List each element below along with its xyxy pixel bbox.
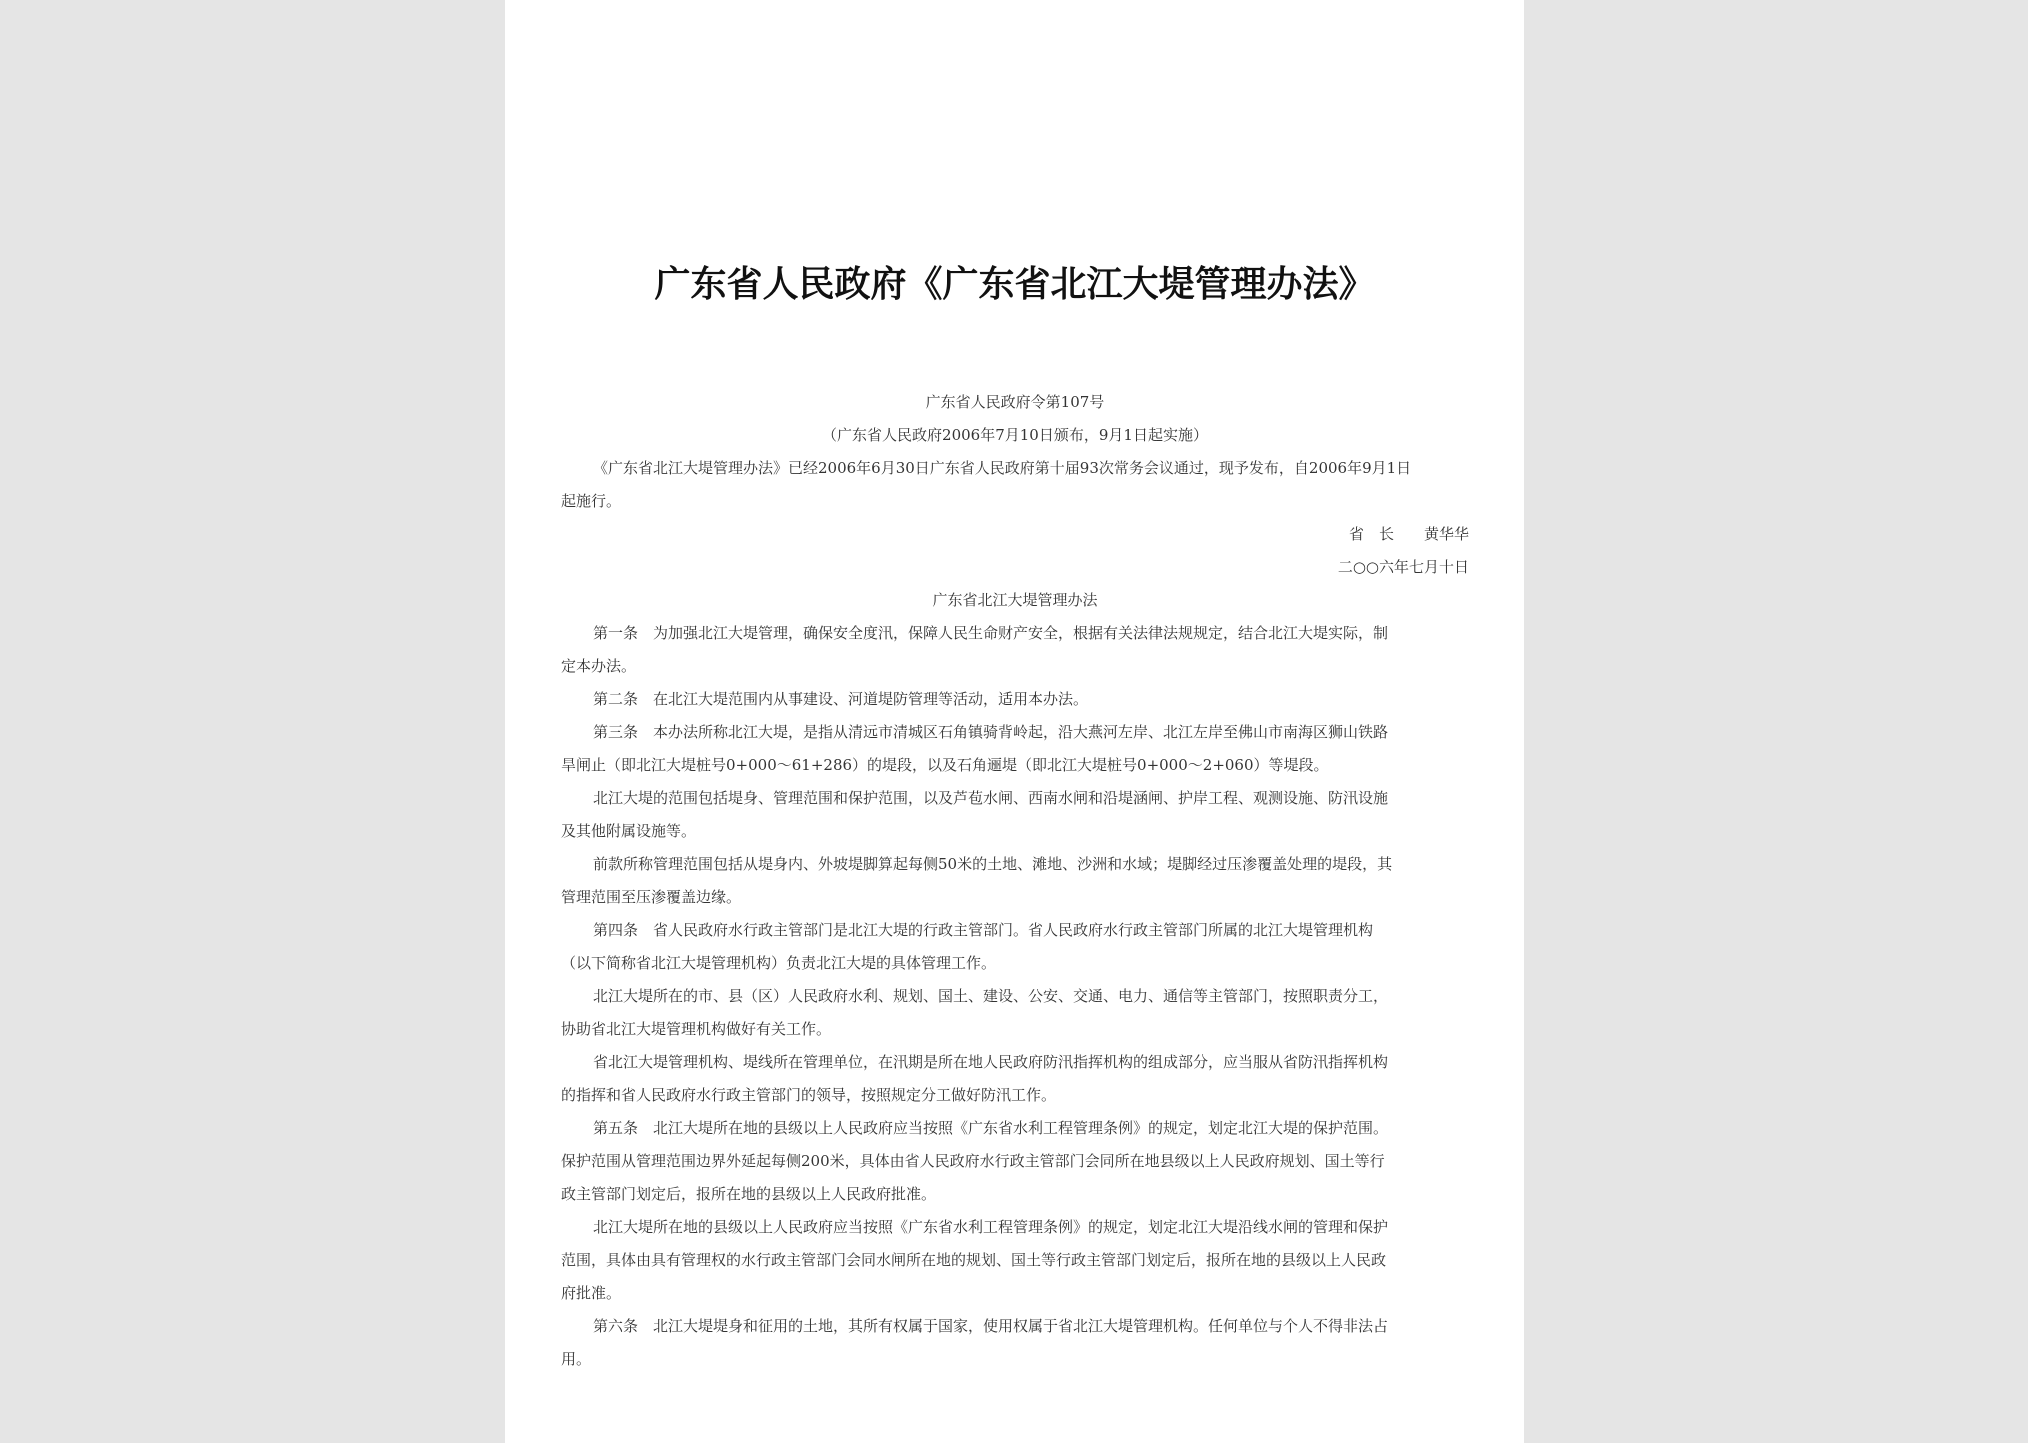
preamble-line: 起施行。 [561, 492, 622, 510]
document-body [561, 386, 1469, 1376]
promulgation-note: （广东省人民政府2006年7月10日颁布，9月1日起实施） [822, 426, 1208, 444]
article-paragraph [561, 848, 1469, 914]
article-line: 政主管部门划定后，报所在地的县级以上人民政府批准。 [561, 1185, 937, 1203]
document-title: 广东省人民政府《广东省北江大堤管理办法》 [654, 264, 1375, 305]
article-line: 府批准。 [561, 1284, 622, 1302]
article-line: 保护范围从管理范围边界外延起每侧200米，具体由省人民政府水行政主管部门会同所在地县级以上人民政府规划、国土等行 [561, 1152, 1385, 1170]
article-line: 及其他附属设施等。 [561, 822, 697, 840]
article-paragraph [561, 617, 1469, 683]
article-line: 协助省北江大堤管理机构做好有关工作。 [561, 1020, 832, 1038]
article-line: 旱闸止（即北江大堤桩号0+000～61+286）的堤段，以及石角逦堤（即北江大堤桩号0+000～2+060）等堤段。 [561, 756, 1329, 774]
article-line: 北江大堤的范围包括堤身、管理范围和保护范围，以及芦苞水闸、西南水闸和沿堤涵闸、护岸工程、观测设施、防汛设施 [593, 789, 1389, 807]
article-paragraph [561, 1211, 1469, 1310]
order-number: 广东省人民政府令第107号 [925, 393, 1105, 411]
article-line: 范围，具体由具有管理权的水行政主管部门会同水闸所在地的规划、国土等行政主管部门划定后，报所在地的县级以上人民政 [561, 1251, 1387, 1269]
article-line: 省北江大堤管理机构、堤线所在管理单位，在汛期是所在地人民政府防汛指挥机构的组成部分，应当服从省防汛指挥机构 [593, 1053, 1389, 1071]
article-line: 第六条 北江大堤堤身和征用的土地，其所有权属于国家，使用权属于省北江大堤管理机构。任何单位与个人不得非法占 [593, 1317, 1389, 1335]
article-line: 前款所称管理范围包括从堤身内、外坡堤脚算起每侧50米的土地、滩地、沙洲和水域；堤脚经过压渗覆盖处理的堤段，其 [593, 855, 1393, 873]
article-line: 的指挥和省人民政府水行政主管部门的领导，按照规定分工做好防汛工作。 [561, 1086, 1057, 1104]
signature-date: 二○○六年七月十日 [1337, 558, 1469, 576]
article-paragraph [561, 914, 1469, 980]
article-line: 第五条 北江大堤所在地的县级以上人民政府应当按照《广东省水利工程管理条例》的规定，划定北江大堤的保护范围。 [593, 1119, 1389, 1137]
article-line: 第一条 为加强北江大堤管理，确保安全度汛，保障人民生命财产安全，根据有关法律法规规定，结合北江大堤实际，制 [593, 624, 1389, 642]
preamble-line: 《广东省北江大堤管理办法》已经2006年6月30日广东省人民政府第十届93次常务会议通过，现予发布，自2006年9月1日 [593, 459, 1412, 477]
article-paragraph [561, 716, 1469, 782]
article-line: 第四条 省人民政府水行政主管部门是北江大堤的行政主管部门。省人民政府水行政主管部门所属的北江大堤管理机构 [593, 921, 1374, 939]
article-paragraph [561, 782, 1469, 848]
article-line: 第二条 在北江大堤范围内从事建设、河道堤防管理等活动，适用本办法。 [593, 690, 1089, 708]
article-paragraph [561, 980, 1469, 1046]
article-line: 第三条 本办法所称北江大堤，是指从清远市清城区石角镇骑背岭起，沿大燕河左岸、北江左岸至佛山市南海区狮山铁路 [593, 723, 1389, 741]
signatory: 省 长 黄华华 [1348, 525, 1469, 543]
article-line: 北江大堤所在地的县级以上人民政府应当按照《广东省水利工程管理条例》的规定，划定北江大堤沿线水闸的管理和保护 [593, 1218, 1389, 1236]
articles-list [561, 617, 1469, 1376]
document-subtitle: 广东省北江大堤管理办法 [932, 591, 1098, 609]
document-page [505, 0, 1524, 1443]
article-line: 管理范围至压渗覆盖边缘。 [561, 888, 742, 906]
article-paragraph [561, 1112, 1469, 1211]
article-paragraph [561, 1310, 1469, 1376]
article-paragraph [561, 1046, 1469, 1112]
article-line: 北江大堤所在的市、县（区）人民政府水利、规划、国土、建设、公安、交通、电力、通信等主管部门，按照职责分工， [593, 987, 1389, 1005]
article-line: 用。 [561, 1350, 592, 1368]
article-line: （以下简称省北江大堤管理机构）负责北江大堤的具体管理工作。 [561, 954, 997, 972]
article-paragraph [561, 683, 1469, 716]
article-line: 定本办法。 [561, 657, 637, 675]
